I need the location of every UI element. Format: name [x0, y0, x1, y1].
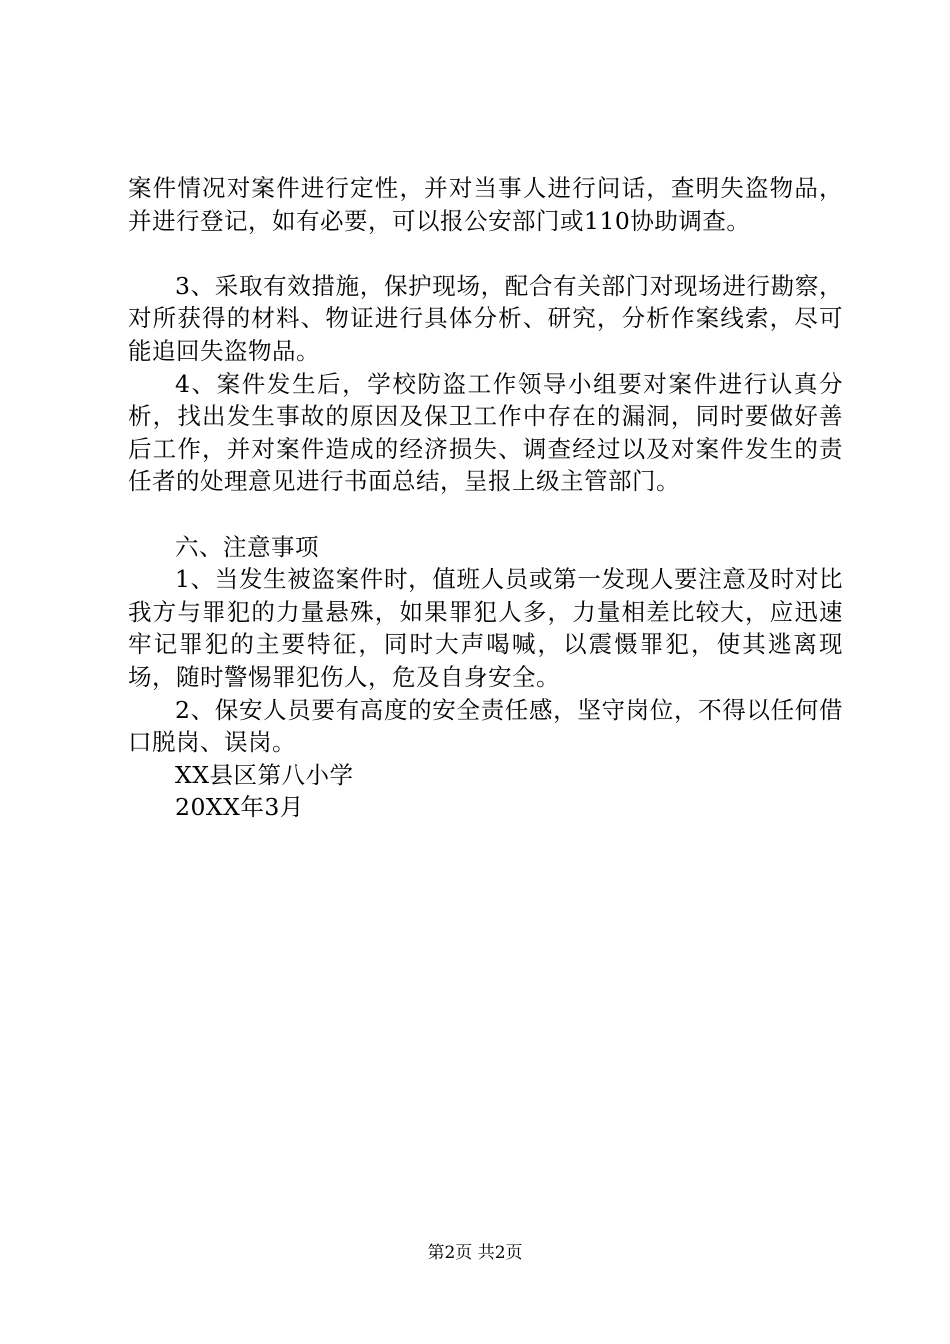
paragraph-note-1: 1、当发生被盗案件时，值班人员或第一发现人要注意及时对比我方与罪犯的力量悬殊，如果罪犯人多，力量相差比较大，应迅速牢记罪犯的主要特征，同时大声喝喊，以震慑罪犯，使其逃离现场，随时警惕罪犯伤人，危及自身安全。	[128, 565, 843, 691]
paragraph-note-2: 2、保安人员要有高度的安全责任感，坚守岗位，不得以任何借口脱岗、误岗。	[128, 695, 843, 757]
paragraph-after-case: 4、案件发生后，学校防盗工作领导小组要对案件进行认真分析，找出发生事故的原因及保卫工作中存在的漏洞，同时要做好善后工作，并对案件造成的经济损失、调查经过以及对案件发生的责任者的处理意见进行书面总结，呈报上级主管部门。	[128, 369, 843, 496]
paragraph-protect-scene: 3、采取有效措施，保护现场，配合有关部门对现场进行勘察，对所获得的材料、物证进行具体分析、研究，分析作案线索，尽可能追回失盗物品。	[128, 271, 843, 365]
signature-school: XX县区第八小学	[175, 760, 354, 789]
section-heading-notes: 六、注意事项	[175, 532, 319, 561]
document-body	[128, 172, 843, 824]
paragraph-case-investigation: 案件情况对案件进行定性，并对当事人进行问话，查明失盗物品，并进行登记，如有必要，可以报公安部门或110协助调查。	[128, 174, 843, 235]
signature-date: 20XX年3月	[175, 793, 304, 822]
page-number-footer: 第2页 共2页	[427, 1243, 523, 1263]
paragraph-spacer	[128, 498, 843, 531]
paragraph-spacer	[128, 237, 843, 270]
